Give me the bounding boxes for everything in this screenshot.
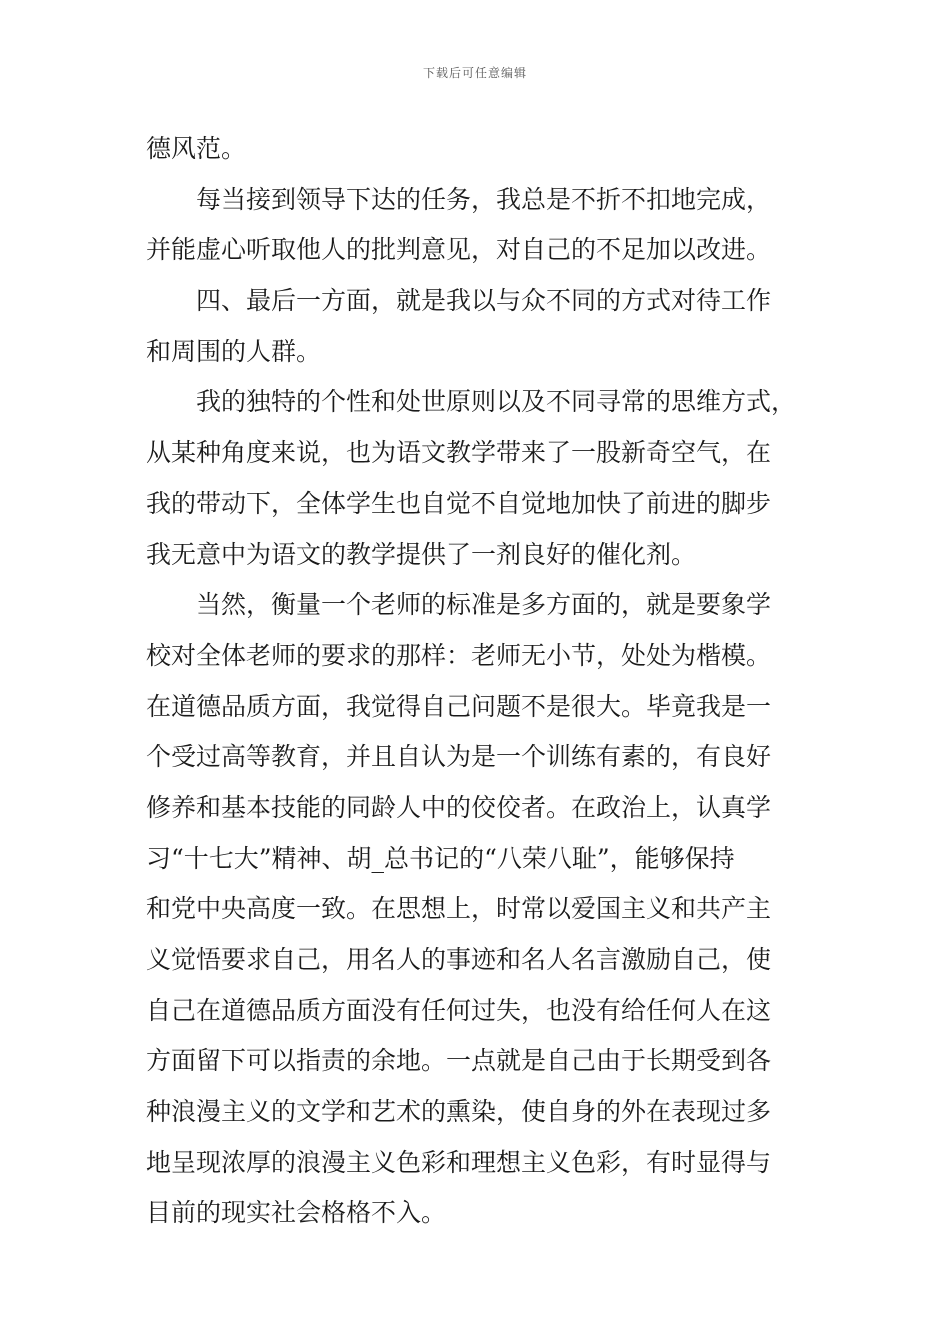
text-line: 义觉悟要求自己，用名人的事迹和名人名言激励自己，使 <box>146 945 772 974</box>
text-line: 从某种角度来说，也为语文教学带来了一股新奇空气，在 <box>146 438 772 468</box>
text-line: 修养和基本技能的同龄人中的佼佼者。在政治上，认真学 <box>146 792 772 822</box>
text-line: 我无意中为语文的教学提供了一剂良好的催化剂。 <box>146 539 697 569</box>
text-line: 和周围的人群。 <box>146 336 322 366</box>
text-line: 个受过高等教育，并且自认为是一个训练有素的，有良好 <box>146 742 772 772</box>
text-line: 我的带动下，全体学生也自觉不自觉地加快了前进的脚步 <box>146 488 772 518</box>
page-header: 下载后可任意编辑 <box>422 66 527 80</box>
document-body <box>146 124 816 1239</box>
text-line: 四、最后一方面，就是我以与众不同的方式对待工作 <box>196 286 772 316</box>
text-line: 习“十七大”精神、胡_总书记的“八荣八耻”，能够保持 <box>146 843 735 873</box>
text-line: 自己在道德品质方面没有任何过失，也没有给任何人在这 <box>146 995 772 1025</box>
text-line: 种浪漫主义的文学和艺术的熏染，使自身的外在表现过多 <box>146 1097 772 1127</box>
text-line: 和党中央高度一致。在思想上，时常以爱国主义和共产主 <box>146 894 772 924</box>
text-line: 每当接到领导下达的任务，我总是不折不扣地完成， <box>196 184 772 214</box>
text-line: 校对全体老师的要求的那样：老师无小节，处处为楷模。 <box>146 640 772 670</box>
text-line: 我的独特的个性和处世原则以及不同寻常的思维方式， <box>196 387 797 417</box>
text-line: 当然，衡量一个老师的标准是多方面的，就是要象学 <box>196 590 772 620</box>
text-line: 目前的现实社会格格不入。 <box>146 1198 447 1228</box>
text-line: 方面留下可以指责的余地。一点就是自己由于长期受到各 <box>146 1046 772 1076</box>
text-line: 并能虚心听取他人的批判意见，对自己的不足加以改进。 <box>146 235 772 265</box>
text-line: 德风范。 <box>146 134 247 163</box>
text-line: 在道德品质方面，我觉得自己问题不是很大。毕竟我是一 <box>146 691 772 721</box>
text-line: 地呈现浓厚的浪漫主义色彩和理想主义色彩，有时显得与 <box>146 1147 772 1177</box>
